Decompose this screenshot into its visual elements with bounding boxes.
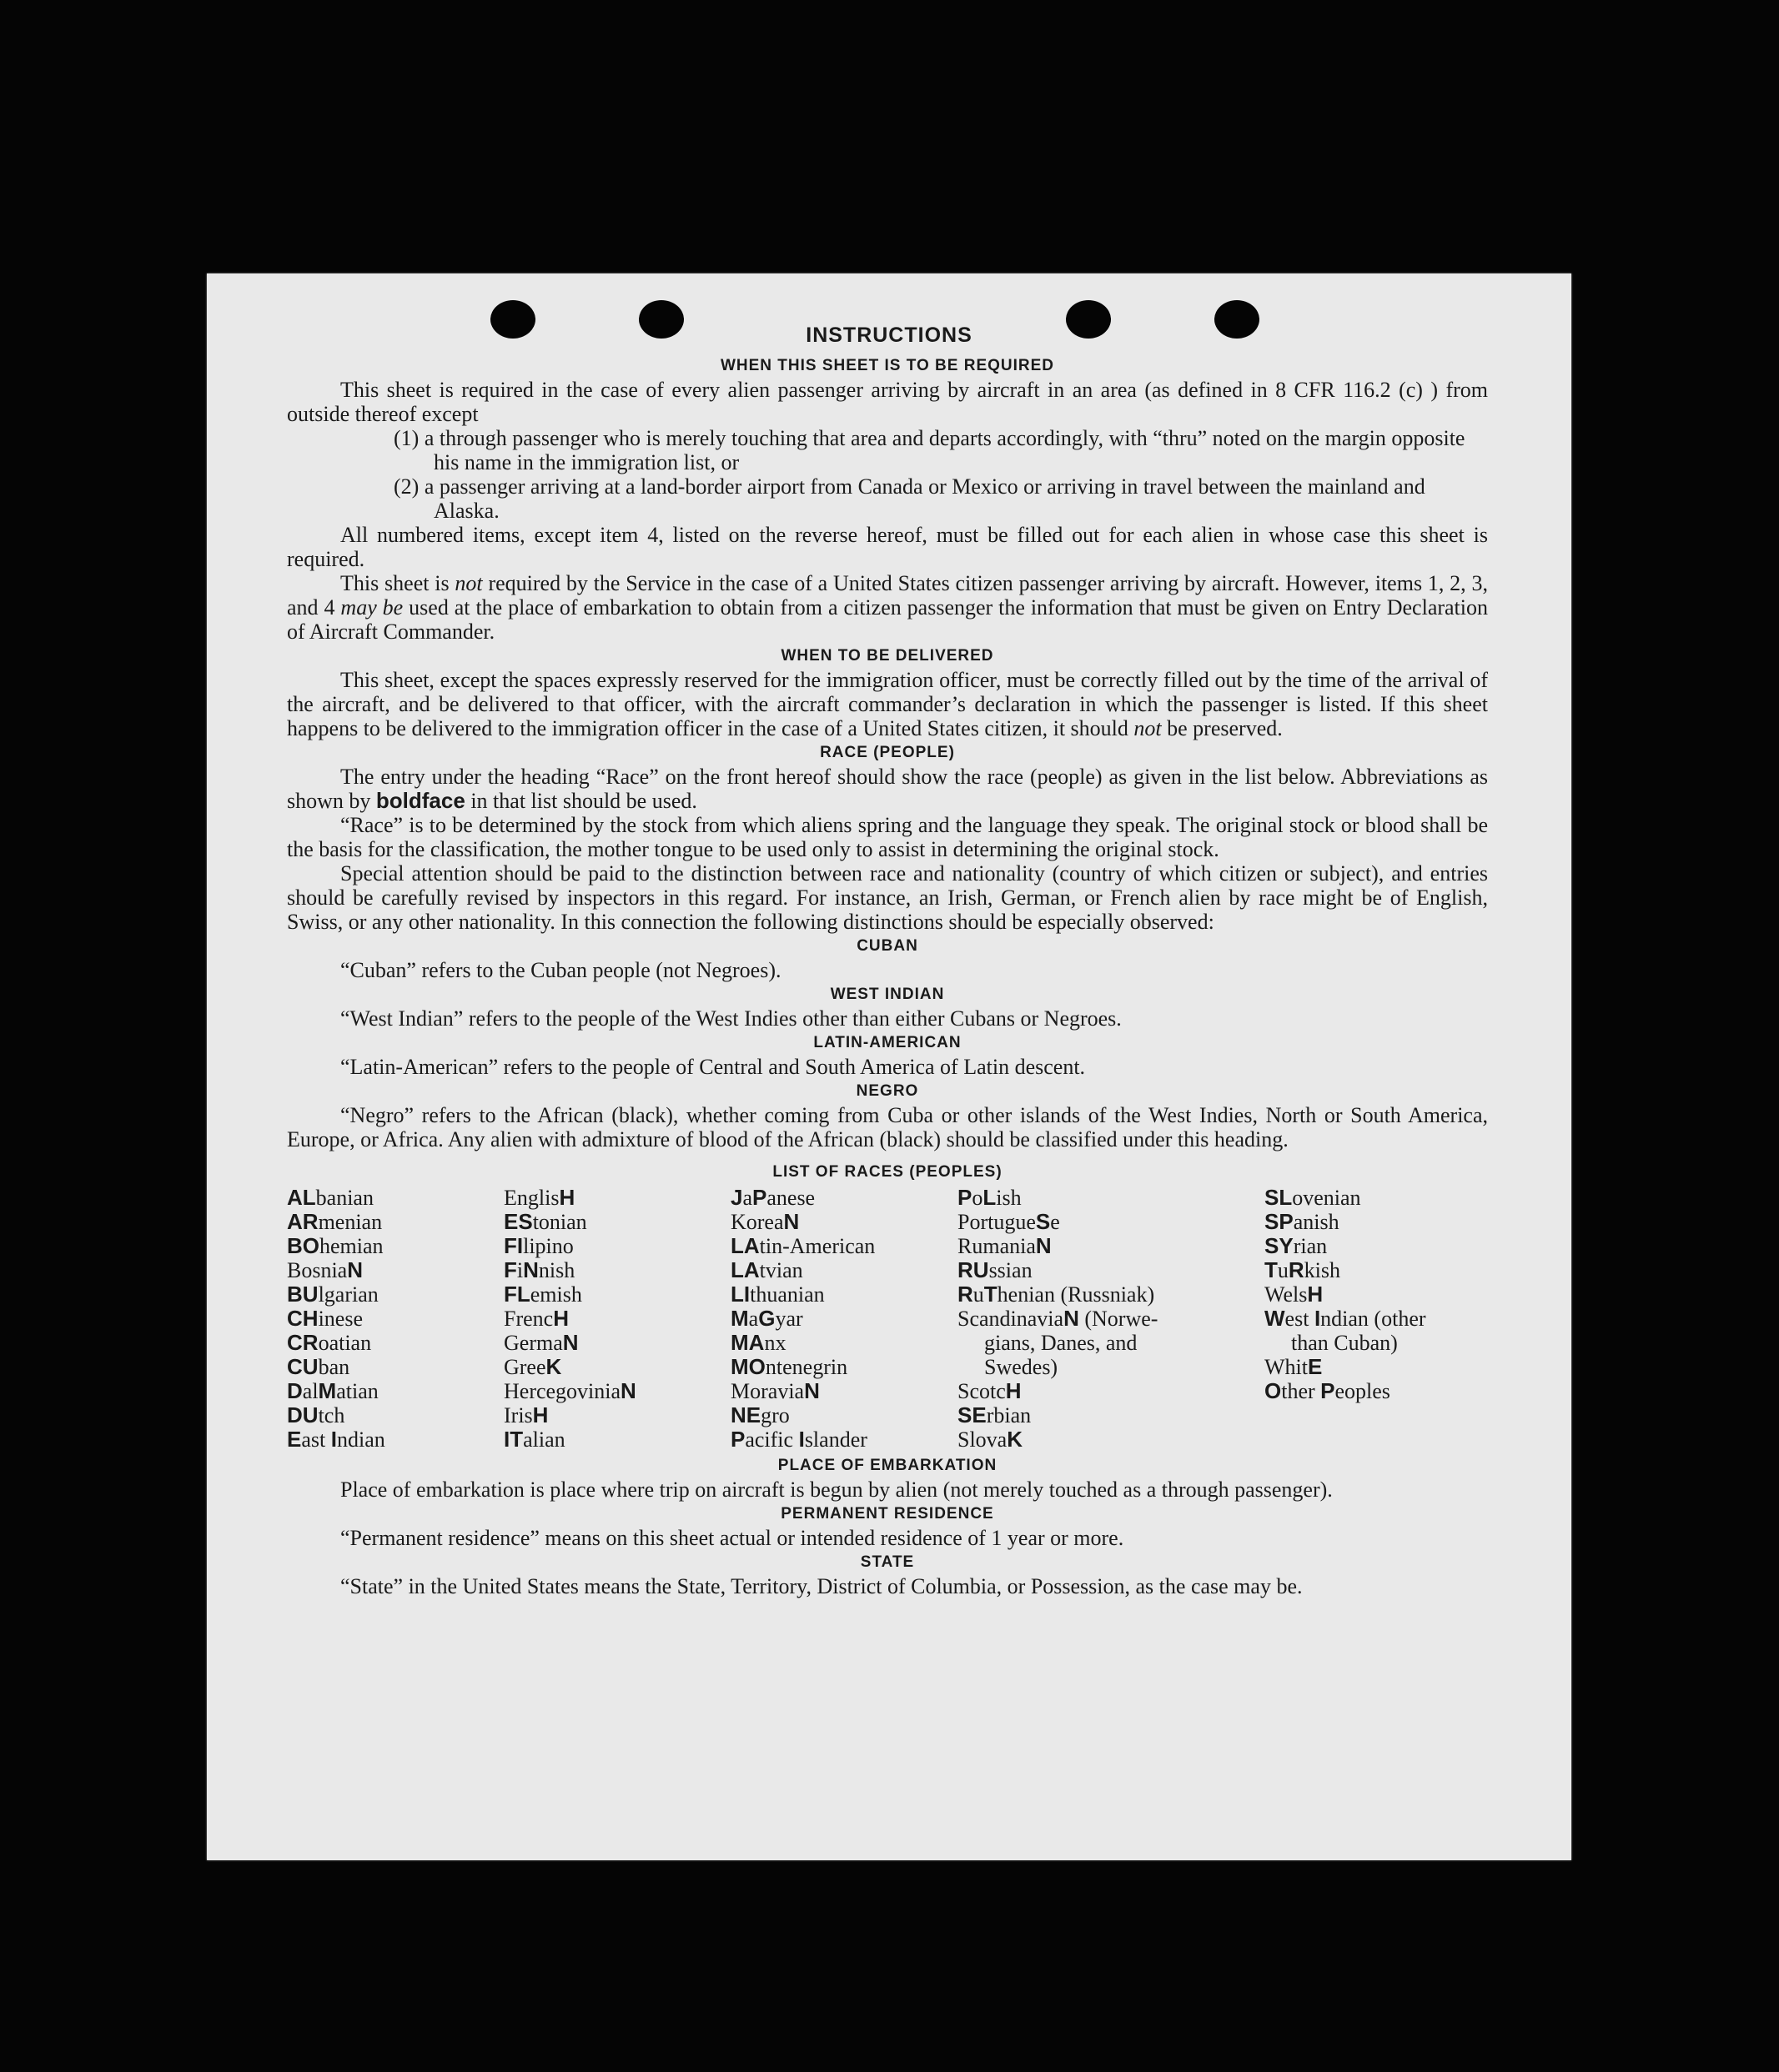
heading-latin-american: LATIN-AMERICAN xyxy=(813,1034,962,1051)
heading-state: STATE xyxy=(860,1553,915,1571)
paragraph: Special attention should be paid to the distinction between race and nationality (country of which citizen or subject), and entries should be carefully revised by inspectors in this regard. For instance, an Irish, German, or French alien by race might be of English, Swiss, or any other nationality. In this connection the following distinctions should be especially observed: xyxy=(287,861,1488,934)
race-entry: WelsH xyxy=(1264,1282,1324,1307)
race-entry: West Indian (other xyxy=(1264,1306,1426,1331)
page-title: INSTRUCTIONS xyxy=(806,324,972,347)
race-entry: MAnx xyxy=(731,1330,786,1355)
race-entry: BOhemian xyxy=(287,1233,384,1258)
race-entry: Pacific Islander xyxy=(731,1427,867,1452)
heading-when-required: WHEN THIS SHEET IS TO BE REQUIRED xyxy=(720,357,1055,374)
race-entry: Swedes) xyxy=(984,1355,1058,1379)
race-entry: PoLish xyxy=(957,1185,1022,1210)
race-entry: than Cuban) xyxy=(1291,1331,1398,1355)
race-entry: FIlipino xyxy=(504,1233,574,1258)
race-entry: GermaN xyxy=(504,1330,579,1355)
race-entry: East Indian xyxy=(287,1427,385,1452)
race-entry: FrencH xyxy=(504,1306,569,1331)
race-entry: ARmenian xyxy=(287,1209,383,1234)
races-column xyxy=(504,1186,731,1452)
race-entry: BosniaN xyxy=(287,1257,364,1282)
paragraph: “Permanent residence” means on this sheet actual or intended residence of 1 year or more. xyxy=(340,1526,1124,1550)
paragraph: This sheet is not required by the Service in the case of a United States citizen passenger arriving by aircraft. However, items 1, 2, 3, and 4 may be used at the place of embarkation to obtain from a citizen passenger the information that must be given on Entry Declaration of Aircraft Commander. xyxy=(287,571,1488,644)
race-entry: ScotcH xyxy=(957,1378,1022,1403)
race-entry: KoreaN xyxy=(731,1209,800,1234)
list-item: (1) a through passenger who is merely touching that area and departs accordingly, with “thru” noted on the margin opposite his name in the immigration list, or xyxy=(394,426,1465,474)
paragraph: “West Indian” refers to the people of the West Indies other than either Cubans or Negroes. xyxy=(340,1006,1122,1031)
race-entry: DUtch xyxy=(287,1402,345,1427)
race-entry: CUban xyxy=(287,1354,350,1379)
race-entry: SlovaK xyxy=(957,1427,1023,1452)
race-entry: FLemish xyxy=(504,1282,582,1307)
race-entry: gians, Danes, and xyxy=(984,1331,1138,1355)
paragraph: Place of embarkation is place where trip on aircraft is begun by alien (not merely touched as a through passenger). xyxy=(340,1477,1333,1502)
race-entry: MoraviaN xyxy=(731,1378,820,1403)
race-entry: LAtin-American xyxy=(731,1233,876,1258)
race-entry: SYrian xyxy=(1264,1233,1328,1258)
races-column xyxy=(957,1186,1264,1452)
form-sheet xyxy=(207,273,1571,1860)
paragraph: “State” in the United States means the State, Territory, District of Columbia, or Possession, as the case may be. xyxy=(340,1574,1303,1598)
list-item: (2) a passenger arriving at a land-border airport from Canada or Mexico or arriving in travel between the mainland and Alaska. xyxy=(394,474,1425,523)
paragraph: “Cuban” refers to the Cuban people (not Negroes). xyxy=(340,958,781,982)
race-entry: BUlgarian xyxy=(287,1282,379,1307)
races-column xyxy=(1264,1186,1488,1452)
heading-when-delivered: WHEN TO BE DELIVERED xyxy=(781,647,994,665)
paragraph: “Negro” refers to the African (black), whether coming from Cuba or other islands of the West Indies, North or South America, Europe, or Africa. Any alien with admixture of blood of the African (black) should be classified under this heading. xyxy=(287,1103,1488,1151)
races-list xyxy=(287,1186,1488,1452)
races-column xyxy=(287,1186,504,1452)
race-entry: IrisH xyxy=(504,1402,549,1427)
paragraph: The entry under the heading “Race” on the front hereof should show the race (people) as given in the list below. Abbreviations as shown by boldface in that list should be used. xyxy=(287,765,1488,813)
heading-cuban: CUBAN xyxy=(857,937,918,955)
race-entry: TuRkish xyxy=(1264,1257,1341,1282)
race-entry: PortugueSe xyxy=(957,1209,1060,1234)
races-column xyxy=(731,1186,957,1452)
race-entry: NEgro xyxy=(731,1402,790,1427)
paragraph: This sheet is required in the case of every alien passenger arriving by aircraft in an area (as defined in 8 CFR 116.2 (c) ) from outside thereof except xyxy=(287,378,1488,426)
instructions-body xyxy=(287,354,1488,1598)
race-entry: SLovenian xyxy=(1264,1185,1361,1210)
heading-permanent-residence: PERMANENT RESIDENCE xyxy=(781,1505,994,1523)
paragraph: All numbered items, except item 4, listed on the reverse hereof, must be filled out for each alien in whose case this sheet is required. xyxy=(287,523,1488,571)
paragraph: “Latin-American” refers to the people of Central and South America of Latin descent. xyxy=(340,1055,1086,1079)
race-entry: DalMatian xyxy=(287,1378,379,1403)
heading-negro: NEGRO xyxy=(856,1082,919,1100)
heading-list-of-races: LIST OF RACES (PEOPLES) xyxy=(772,1163,1003,1181)
race-entry: CHinese xyxy=(287,1306,363,1331)
race-entry: CRoatian xyxy=(287,1330,372,1355)
paragraph: “Race” is to be determined by the stock from which aliens spring and the language they speak. The original stock or blood shall be the basis for the classification, the mother tongue to be used only to assist in determining the original stock. xyxy=(287,813,1488,861)
race-entry: Other Peoples xyxy=(1264,1378,1390,1403)
heading-place-of-embarkation: PLACE OF EMBARKATION xyxy=(777,1457,998,1474)
heading-west-indian: WEST INDIAN xyxy=(830,986,945,1003)
race-entry: RUssian xyxy=(957,1257,1033,1282)
race-entry: ScandinaviaN (Norwe- xyxy=(957,1306,1158,1331)
race-entry: EnglisH xyxy=(504,1185,575,1210)
race-entry: JaPanese xyxy=(731,1185,816,1210)
race-entry: LAtvian xyxy=(731,1257,803,1282)
race-entry: SPanish xyxy=(1264,1209,1339,1234)
race-entry: SErbian xyxy=(957,1402,1032,1427)
race-entry: FiNnish xyxy=(504,1257,575,1282)
race-entry: MaGyar xyxy=(731,1306,803,1331)
race-entry: HercegoviniaN xyxy=(504,1378,636,1403)
paragraph: This sheet, except the spaces expressly reserved for the immigration officer, must be correctly filled out by the time of the arrival of the aircraft, and be delivered to that officer, with the aircraft commander’s declaration in which the passenger is listed. If this sheet happens to be delivered to the immigration officer in the case of a United States citizen, it should not be preserved. xyxy=(287,668,1488,740)
race-entry: EStonian xyxy=(504,1209,587,1234)
race-entry: LIthuanian xyxy=(731,1282,825,1307)
race-entry: RuThenian (Russniak) xyxy=(957,1282,1155,1307)
race-entry: RumaniaN xyxy=(957,1233,1052,1258)
race-entry: GreeK xyxy=(504,1354,562,1379)
race-entry: WhitE xyxy=(1264,1354,1323,1379)
heading-race: RACE (PEOPLE) xyxy=(820,744,955,761)
race-entry: ALbanian xyxy=(287,1185,374,1210)
race-entry: MOntenegrin xyxy=(731,1354,848,1379)
race-entry: ITalian xyxy=(504,1427,565,1452)
